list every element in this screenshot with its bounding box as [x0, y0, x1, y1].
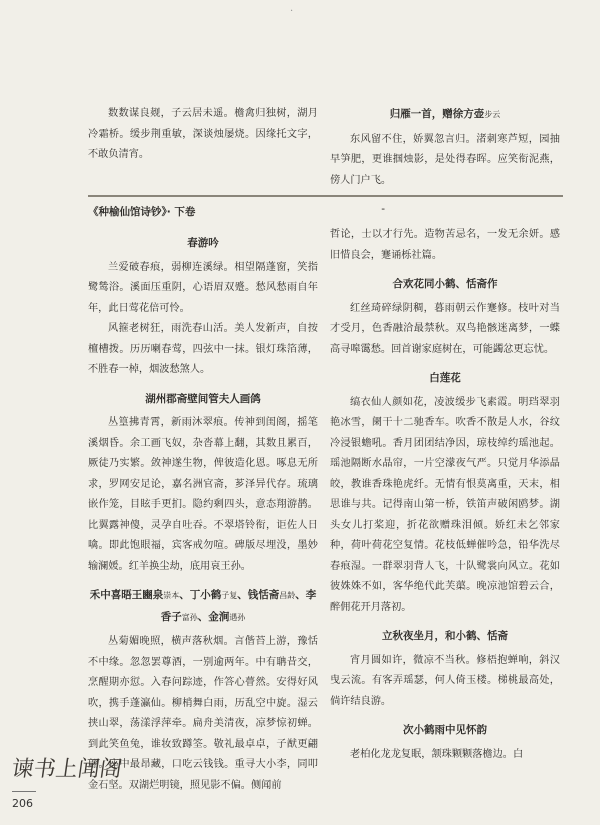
right-poem-title: [330, 720, 560, 741]
section-dash: -: [381, 203, 385, 215]
left-poem-title-text: 湖州郡斋壁间管夫人画鸽: [145, 392, 261, 405]
left-poem-title-author: 遇孙: [229, 612, 246, 622]
left-poem-title-text: 、丁小鹤: [179, 589, 222, 601]
right-poem-title: [330, 274, 560, 295]
right-poem-title-text: 立秋夜坐月，和小鹤、恬斋: [382, 630, 508, 642]
right-poem-paragraph: 老柏化龙龙复眠，颔珠颗颗落檐边。白: [350, 748, 524, 760]
left-poem-title: [88, 585, 318, 628]
right-poem-paragraph: 红丝琦碎绿阴稠，暮雨朝云作蹇修。枝叶对当才受月，色香融洽最禁秋。双鸟艳骸迷离梦，一蝶高寻嗥霭愁。回首谢家庭树在，可能蠲忿更忘忧。: [330, 302, 560, 355]
top-right-title: [330, 104, 560, 126]
left-poem-title-text: 、金涧: [197, 610, 230, 623]
right-poem-paragraph: 哲论，士以才行先。造物苦忌名，一发无余妍。感旧惜良会，蹇诵栎社篇。: [330, 229, 560, 261]
right-poem-paragraph: 宵月圆如许，微凉不当秋。修梧抱蝉响，斜汉曳云流。有客弄瑶瑟，何人倚玉楼。梯桃最高处，倘许结良游。: [330, 654, 560, 707]
left-poem-paragraph: 兰爱破春痕，弱柳连溪绿。相望隔蓬窗，笑指鹭鸶浴。溪面压重阴，心语眉双蹙。愁风愁雨自年年，此日莺花倍可怜。: [88, 261, 318, 314]
left-poem-paragraph: 丛篁拂青霄，新雨沐翠痕。传神到闺阁，摇笔溪烟昏。余工画飞奴，杂沓幕上翻，其数且累百，厥徒乃实繁。敛神遂生物，俾彼造化恩。啄息无所求，罗网安足论，嘉名洲官斋，芗泽异代存。琉璃嵌作笼，目眩手更扪。隐约剩四头，意态翔游鹊。比翼露神傻，灵孕自吐吞。不翠塔铃衔，讵佐人日噙。即此饱眼福，宾客戒勿喧。碑版尽埋没，墨妙输澜媛。红羊换尘劫，底用哀王孙。: [88, 417, 318, 572]
top-right-title-author: 步云: [484, 110, 501, 119]
top-left-column: [88, 104, 318, 166]
main-left-column: [88, 225, 318, 796]
left-poem-paragraph: 风箍老树狂，雨洗春山活。美人发新声，自按檀槽拨。历历喇春莺，四弦中一抹。银灯珠箔薄，不胜春一棹，烟波愁煞人。: [88, 323, 318, 375]
calligraphy-title: 谏书上闻阁: [9, 757, 124, 782]
section-title: 《种榆仙馆诗钞》· 下卷: [88, 206, 196, 218]
left-poem-title: [88, 389, 318, 410]
right-poem-title: [330, 626, 560, 647]
right-poem-title: [330, 368, 560, 389]
left-poem-title-text: 春游吟: [187, 237, 219, 249]
right-poem-title-text: 次小鹤雨中见怀韵: [403, 724, 487, 736]
top-left-paragraph: 数数谋良觌，子云居未遥。檐禽归独树，湖月冷霜桥。缓步荆重敏，深谈烛屡烧。因缘托文字，不敢负清宵。: [88, 108, 318, 160]
left-poem-title-text: 、李香子: [160, 589, 317, 623]
left-poem-title-author: 崇本: [163, 591, 180, 600]
right-poem-title-text: 合欢花同小鹤、恬斋作: [392, 278, 498, 290]
section-heading: [88, 195, 563, 219]
page-number: 206: [12, 791, 36, 810]
left-poem-title: [88, 233, 318, 254]
left-poem-paragraph: 丛菊媚晚照，横声落秋烟。言偕苔上游，豫恬不中缘。忽忽罢尊酒，一别逾两年。中有聃昔交，烹醒期亦愆。入春问踪迹，作答心瞢然。安得好风吹，携手蓬瀛仙。柳梢舞白雨，历乱空中旋。湿云挟山翠，荡漾浮萍牵。扁舟美清夜，凉梦惊初蝉。到此笑鱼兔，谁妆致蹲筌。敬礼最卓卓，子猷更翩翩。座中最昂藏，口吃云钱钱。重寻大小李，同叩金石坚。双湖烂明镜，照见影不偏。侧闻前: [88, 636, 318, 791]
right-poem-title-text: 白莲花: [429, 372, 461, 384]
left-poem-title-text: 、钱恬斋: [237, 589, 280, 601]
header-mark: ·: [290, 6, 294, 17]
left-poem-title-text: 禾中喜晤王豳泉: [89, 589, 164, 601]
left-poem-title-author: 富孙: [181, 612, 198, 622]
top-right-column: [330, 104, 560, 191]
top-right-paragraph: 东风留不住，娇翼忽言归。渚刺寒芦短，园抽早笋肥，更谁掴烛影，是处得春晖。应笑衔泥燕，傍人门户飞。: [330, 133, 560, 186]
left-poem-title-author: 昌龄: [279, 591, 296, 600]
top-right-title-text: 归雁一首，赠徐方壶: [389, 108, 485, 120]
main-right-column: [330, 225, 560, 765]
left-poem-title-author: 子复: [221, 591, 238, 600]
right-poem-paragraph: 缟衣仙人颜如花，凌波缓步飞素霞。明珰翠羽艳冰雪，阑干十二驰香车。吹香不散是人水，谷纹冷浸银蟾吼。香月团团结净因，琼枝绰约瑶池起。瑶池隔断水晶帘，一片空濛夜气严。只觉月华添晶皎，教谁香珠艳虎纤。无情有恨莫离重，天末，相思谁与共。记得南山第一桥，铁笛声破闲鸥梦。湖头女儿打桨迎，折花欲赠珠泪倾。娇红未乞邻家种，荷叶荷花空复情。花枝低蝉催吟急，铅华洗尽春痕湿。一群翠羽背人飞，十队鹭裳向风立。花如彼姝姝不如，客华绝代此芙蕖。晚凉池馆碧云合，醉佣花开月落初。: [330, 396, 560, 613]
